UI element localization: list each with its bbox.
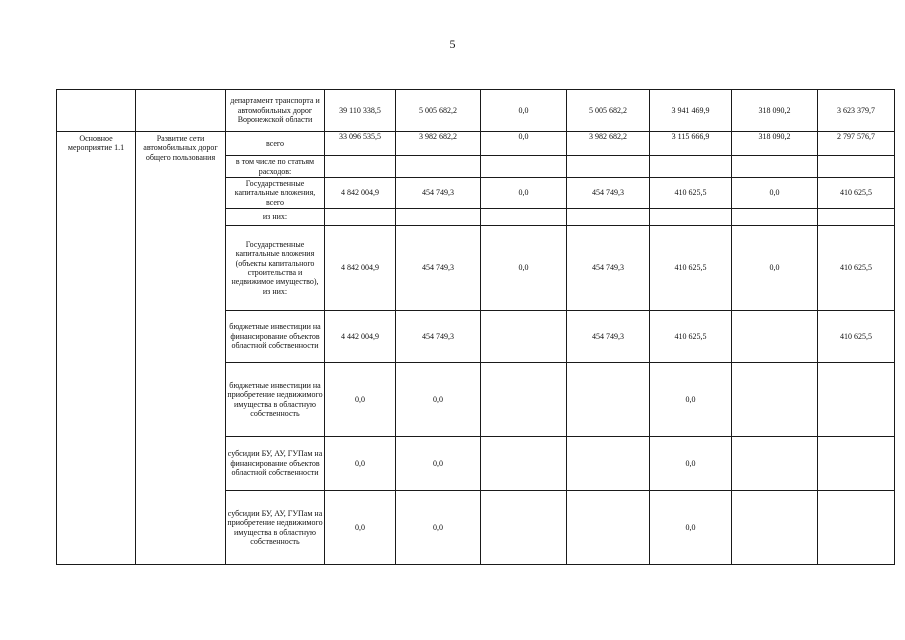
value-cell xyxy=(481,156,567,178)
value-cell: 0,0 xyxy=(325,363,396,437)
value-cell: 3 941 469,9 xyxy=(650,90,732,132)
value-cell: 0,0 xyxy=(732,226,818,311)
measure-name: Основное мероприятие 1.1 xyxy=(57,132,136,565)
value-cell: 410 625,5 xyxy=(818,178,895,209)
value-cell: 3 982 682,2 xyxy=(567,132,650,156)
value-cell xyxy=(732,491,818,565)
value-cell xyxy=(567,437,650,491)
value-cell xyxy=(481,437,567,491)
value-cell: 0,0 xyxy=(481,132,567,156)
value-cell: 0,0 xyxy=(325,437,396,491)
value-cell: 410 625,5 xyxy=(650,311,732,363)
value-cell xyxy=(732,156,818,178)
value-cell: 0,0 xyxy=(650,363,732,437)
value-cell: 33 096 535,5 xyxy=(325,132,396,156)
row-label: бюджетные инвестиции на приобретение недвижимого имущества в областную собственность xyxy=(226,363,325,437)
value-cell: 0,0 xyxy=(481,90,567,132)
value-cell xyxy=(818,491,895,565)
value-cell xyxy=(732,311,818,363)
value-cell: 454 749,3 xyxy=(567,226,650,311)
value-cell: 0,0 xyxy=(481,226,567,311)
value-cell: 410 625,5 xyxy=(818,311,895,363)
value-cell xyxy=(396,209,481,226)
value-cell: 39 110 338,5 xyxy=(325,90,396,132)
value-cell xyxy=(325,156,396,178)
empty-cell xyxy=(57,90,136,132)
value-cell xyxy=(567,491,650,565)
value-cell: 4 842 004,9 xyxy=(325,226,396,311)
value-cell xyxy=(732,209,818,226)
value-cell xyxy=(481,363,567,437)
value-cell xyxy=(818,156,895,178)
value-cell: 5 005 682,2 xyxy=(567,90,650,132)
empty-cell xyxy=(136,90,226,132)
value-cell: 0,0 xyxy=(650,491,732,565)
value-cell: 0,0 xyxy=(396,363,481,437)
value-cell xyxy=(481,209,567,226)
row-label: субсидии БУ, АУ, ГУПам на приобретение недвижимого имущества в областную собственность xyxy=(226,491,325,565)
value-cell: 0,0 xyxy=(396,491,481,565)
value-cell xyxy=(818,437,895,491)
value-cell xyxy=(567,363,650,437)
value-cell xyxy=(567,156,650,178)
value-cell: 454 749,3 xyxy=(396,226,481,311)
value-cell xyxy=(732,437,818,491)
value-cell xyxy=(481,311,567,363)
value-cell: 4 842 004,9 xyxy=(325,178,396,209)
value-cell xyxy=(732,363,818,437)
row-label: Государственные капитальные вложения (объекты капитального строительства и недвижимое имущество), из них: xyxy=(226,226,325,311)
measure-title: Развитие сети автомобильных дорог общего пользования xyxy=(136,132,226,565)
value-cell xyxy=(396,156,481,178)
value-cell xyxy=(650,209,732,226)
row-label: бюджетные инвестиции на финансирование объектов областной собственности xyxy=(226,311,325,363)
value-cell xyxy=(818,363,895,437)
value-cell: 318 090,2 xyxy=(732,90,818,132)
value-cell: 454 749,3 xyxy=(567,178,650,209)
table-row xyxy=(57,90,895,132)
value-cell: 0,0 xyxy=(732,178,818,209)
row-label: департамент транспорта и автомобильных дорог Воронежской области xyxy=(226,90,325,132)
value-cell: 0,0 xyxy=(396,437,481,491)
value-cell: 454 749,3 xyxy=(396,178,481,209)
value-cell: 454 749,3 xyxy=(567,311,650,363)
value-cell: 410 625,5 xyxy=(650,226,732,311)
value-cell xyxy=(650,156,732,178)
value-cell: 0,0 xyxy=(650,437,732,491)
row-label: из них: xyxy=(226,209,325,226)
value-cell: 318 090,2 xyxy=(732,132,818,156)
value-cell: 3 115 666,9 xyxy=(650,132,732,156)
value-cell: 454 749,3 xyxy=(396,311,481,363)
value-cell: 0,0 xyxy=(481,178,567,209)
value-cell: 4 442 004,9 xyxy=(325,311,396,363)
value-cell: 410 625,5 xyxy=(650,178,732,209)
value-cell xyxy=(325,209,396,226)
value-cell: 2 797 576,7 xyxy=(818,132,895,156)
value-cell: 5 005 682,2 xyxy=(396,90,481,132)
row-label: субсидии БУ, АУ, ГУПам на финансирование объектов областной собственности xyxy=(226,437,325,491)
page-number: 5 xyxy=(449,37,456,51)
value-cell xyxy=(567,209,650,226)
row-label: всего xyxy=(226,132,325,156)
row-label: в том числе по статьям расходов: xyxy=(226,156,325,178)
value-cell xyxy=(481,491,567,565)
row-label: Государственные капитальные вложения, всего xyxy=(226,178,325,209)
value-cell: 3 982 682,2 xyxy=(396,132,481,156)
value-cell xyxy=(818,209,895,226)
budget-table xyxy=(56,89,895,565)
table-row xyxy=(57,132,895,156)
value-cell: 410 625,5 xyxy=(818,226,895,311)
value-cell: 0,0 xyxy=(325,491,396,565)
value-cell: 3 623 379,7 xyxy=(818,90,895,132)
